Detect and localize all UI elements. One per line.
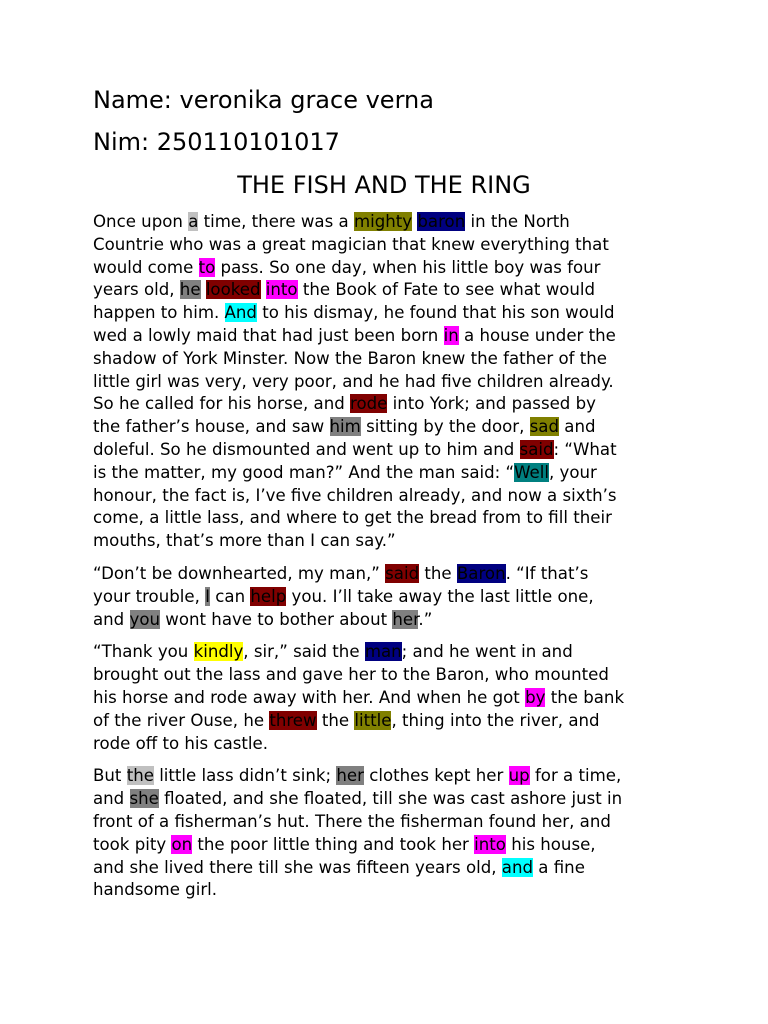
text-segment: and she lived there till she was fifteen years old, bbox=[93, 857, 502, 877]
student-name: Name: veronika grace verna bbox=[93, 86, 434, 114]
text-segment: , sir,” said the bbox=[243, 642, 365, 662]
text-segment: the poor little thing and took her bbox=[192, 834, 475, 854]
text-segment: into York; and passed by bbox=[387, 394, 596, 414]
text-segment: wed a lowly maid that had just been born bbox=[93, 325, 444, 345]
text-segment: Once upon bbox=[93, 212, 189, 231]
text-segment: and bbox=[93, 609, 130, 629]
text-segment: is the matter, my good man?” And the man said: “ bbox=[93, 462, 515, 482]
highlighted-word: up bbox=[508, 766, 530, 786]
text-segment: . “If that’s bbox=[505, 563, 589, 583]
highlighted-word: sad bbox=[529, 417, 559, 437]
highlighted-word: rode bbox=[350, 394, 388, 414]
text-segment: brought out the lass and gave her to the Baron, who mounted bbox=[93, 665, 609, 685]
highlighted-word: the bbox=[126, 766, 154, 786]
text-segment: handsome girl. bbox=[93, 880, 218, 900]
highlighted-word: to bbox=[198, 257, 216, 277]
highlighted-word: by bbox=[525, 687, 546, 707]
story-paragraph bbox=[93, 563, 693, 631]
text-line bbox=[93, 211, 693, 234]
highlighted-word: help bbox=[250, 586, 287, 606]
text-segment: mouths, that’s more than I can say.” bbox=[93, 531, 396, 551]
story-paragraph bbox=[93, 765, 693, 902]
text-segment: come, a little lass, and where to get the bread from to fill their bbox=[93, 508, 612, 528]
text-segment: took pity bbox=[93, 834, 172, 854]
highlighted-word: he bbox=[179, 280, 201, 300]
text-segment: can bbox=[210, 586, 251, 606]
text-segment: doleful. So he dismounted and went up to him and bbox=[93, 439, 520, 459]
text-segment: floated, and she floated, till she was cast ashore just in bbox=[158, 789, 623, 809]
text-line bbox=[93, 393, 693, 416]
text-line bbox=[93, 279, 693, 302]
text-segment: : “What bbox=[553, 439, 617, 459]
text-segment: you. I’ll take away the last little one, bbox=[286, 586, 594, 606]
text-line bbox=[93, 834, 693, 857]
text-line bbox=[93, 462, 693, 485]
story-body bbox=[93, 211, 693, 912]
highlighted-word: threw bbox=[269, 710, 317, 730]
text-segment: the bank bbox=[545, 687, 625, 707]
text-segment bbox=[261, 280, 266, 299]
story-paragraph bbox=[93, 211, 693, 553]
text-segment: and bbox=[559, 417, 596, 437]
highlighted-word: said bbox=[385, 563, 420, 583]
highlighted-word: baron bbox=[417, 212, 466, 231]
text-segment: , your bbox=[549, 462, 597, 482]
text-line bbox=[93, 609, 693, 632]
text-line bbox=[93, 485, 693, 508]
highlighted-word: mighty bbox=[353, 212, 413, 231]
highlighted-word: on bbox=[171, 834, 193, 854]
text-segment: pass. So one day, when his little boy was four bbox=[215, 257, 601, 277]
text-segment: shadow of York Minster. Now the Baron knew the father of the bbox=[93, 348, 607, 368]
text-line bbox=[93, 879, 693, 902]
text-segment: sitting by the door, bbox=[360, 417, 530, 437]
highlighted-word: And bbox=[224, 303, 257, 323]
text-segment: of the river Ouse, he bbox=[93, 710, 270, 730]
text-line bbox=[93, 325, 693, 348]
text-line bbox=[93, 416, 693, 439]
text-line bbox=[93, 765, 693, 788]
highlighted-word: looked bbox=[205, 280, 261, 300]
text-segment: years old, bbox=[93, 280, 180, 300]
highlighted-word: man bbox=[364, 642, 402, 662]
text-line bbox=[93, 788, 693, 811]
text-segment: your trouble, bbox=[93, 586, 206, 606]
highlighted-word: into bbox=[474, 834, 506, 854]
highlighted-word: in bbox=[443, 325, 459, 345]
highlighted-word: kindly bbox=[193, 642, 244, 662]
text-segment: the bbox=[419, 563, 457, 583]
text-segment: .” bbox=[418, 609, 433, 629]
text-line bbox=[93, 641, 693, 664]
highlighted-word: little bbox=[354, 710, 392, 730]
highlighted-word: him bbox=[329, 417, 361, 437]
story-title: THE FISH AND THE RING bbox=[237, 171, 531, 199]
text-line bbox=[93, 687, 693, 710]
highlighted-word: into bbox=[265, 280, 298, 300]
text-line bbox=[93, 507, 693, 530]
text-segment: a house under the bbox=[458, 325, 616, 345]
text-segment: to his dismay, he found that his son would bbox=[256, 303, 615, 323]
text-line bbox=[93, 733, 693, 756]
text-segment: honour, the fact is, I’ve five children already, and now a sixth’s bbox=[93, 485, 617, 505]
text-segment: front of a fisherman’s hut. There the fisherman found her, and bbox=[93, 811, 611, 831]
text-segment: , thing into the river, and bbox=[391, 710, 600, 730]
text-line bbox=[93, 710, 693, 733]
highlighted-word: her bbox=[336, 766, 364, 786]
text-segment: the Book of Fate to see what would bbox=[297, 280, 596, 300]
text-segment: clothes kept her bbox=[363, 766, 509, 786]
text-line bbox=[93, 348, 693, 371]
highlighted-word: said bbox=[519, 439, 554, 459]
story-paragraph bbox=[93, 641, 693, 755]
text-segment: the father’s house, and saw bbox=[93, 417, 330, 437]
text-segment: So he called for his horse, and bbox=[93, 394, 351, 414]
text-line bbox=[93, 234, 693, 257]
text-line bbox=[93, 664, 693, 687]
text-segment: the bbox=[316, 710, 355, 730]
text-segment: little lass didn’t sink; bbox=[153, 766, 337, 786]
highlighted-word: Baron bbox=[456, 563, 506, 583]
text-segment: But bbox=[93, 766, 127, 786]
text-line bbox=[93, 302, 693, 325]
text-segment: happen to him. bbox=[93, 303, 225, 323]
text-line bbox=[93, 563, 693, 586]
text-segment: and bbox=[93, 789, 130, 809]
text-segment: would come bbox=[93, 257, 199, 277]
text-segment: “Don’t be downhearted, my man,” bbox=[93, 563, 386, 583]
text-segment: rode off to his castle. bbox=[93, 733, 269, 753]
text-segment: in the North bbox=[465, 212, 570, 231]
text-line bbox=[93, 439, 693, 462]
text-segment: little girl was very, very poor, and he had five children already. bbox=[93, 371, 614, 391]
text-segment: his house, bbox=[505, 834, 596, 854]
text-segment: ; and he went in and bbox=[401, 642, 573, 662]
text-segment: “Thank you bbox=[93, 642, 194, 662]
highlighted-word: she bbox=[129, 789, 159, 809]
text-line bbox=[93, 257, 693, 280]
text-line bbox=[93, 371, 693, 394]
text-segment: wont have to bother about bbox=[160, 609, 393, 629]
text-segment: Countrie who was a great magician that knew everything that bbox=[93, 234, 609, 254]
highlighted-word: and bbox=[501, 857, 534, 877]
highlighted-word: Well bbox=[514, 462, 549, 482]
student-nim: Nim: 250110101017 bbox=[93, 128, 340, 156]
highlighted-word: a bbox=[188, 212, 199, 231]
text-segment: for a time, bbox=[529, 766, 622, 786]
text-line bbox=[93, 530, 693, 553]
text-line bbox=[93, 811, 693, 834]
text-line bbox=[93, 586, 693, 609]
text-line bbox=[93, 857, 693, 880]
text-segment: time, there was a bbox=[198, 212, 354, 231]
text-segment: a fine bbox=[533, 857, 585, 877]
text-segment: his horse and rode away with her. And when he got bbox=[93, 687, 526, 707]
highlighted-word: you bbox=[129, 609, 160, 629]
highlighted-word: I bbox=[205, 586, 211, 606]
highlighted-word: her bbox=[392, 609, 419, 629]
